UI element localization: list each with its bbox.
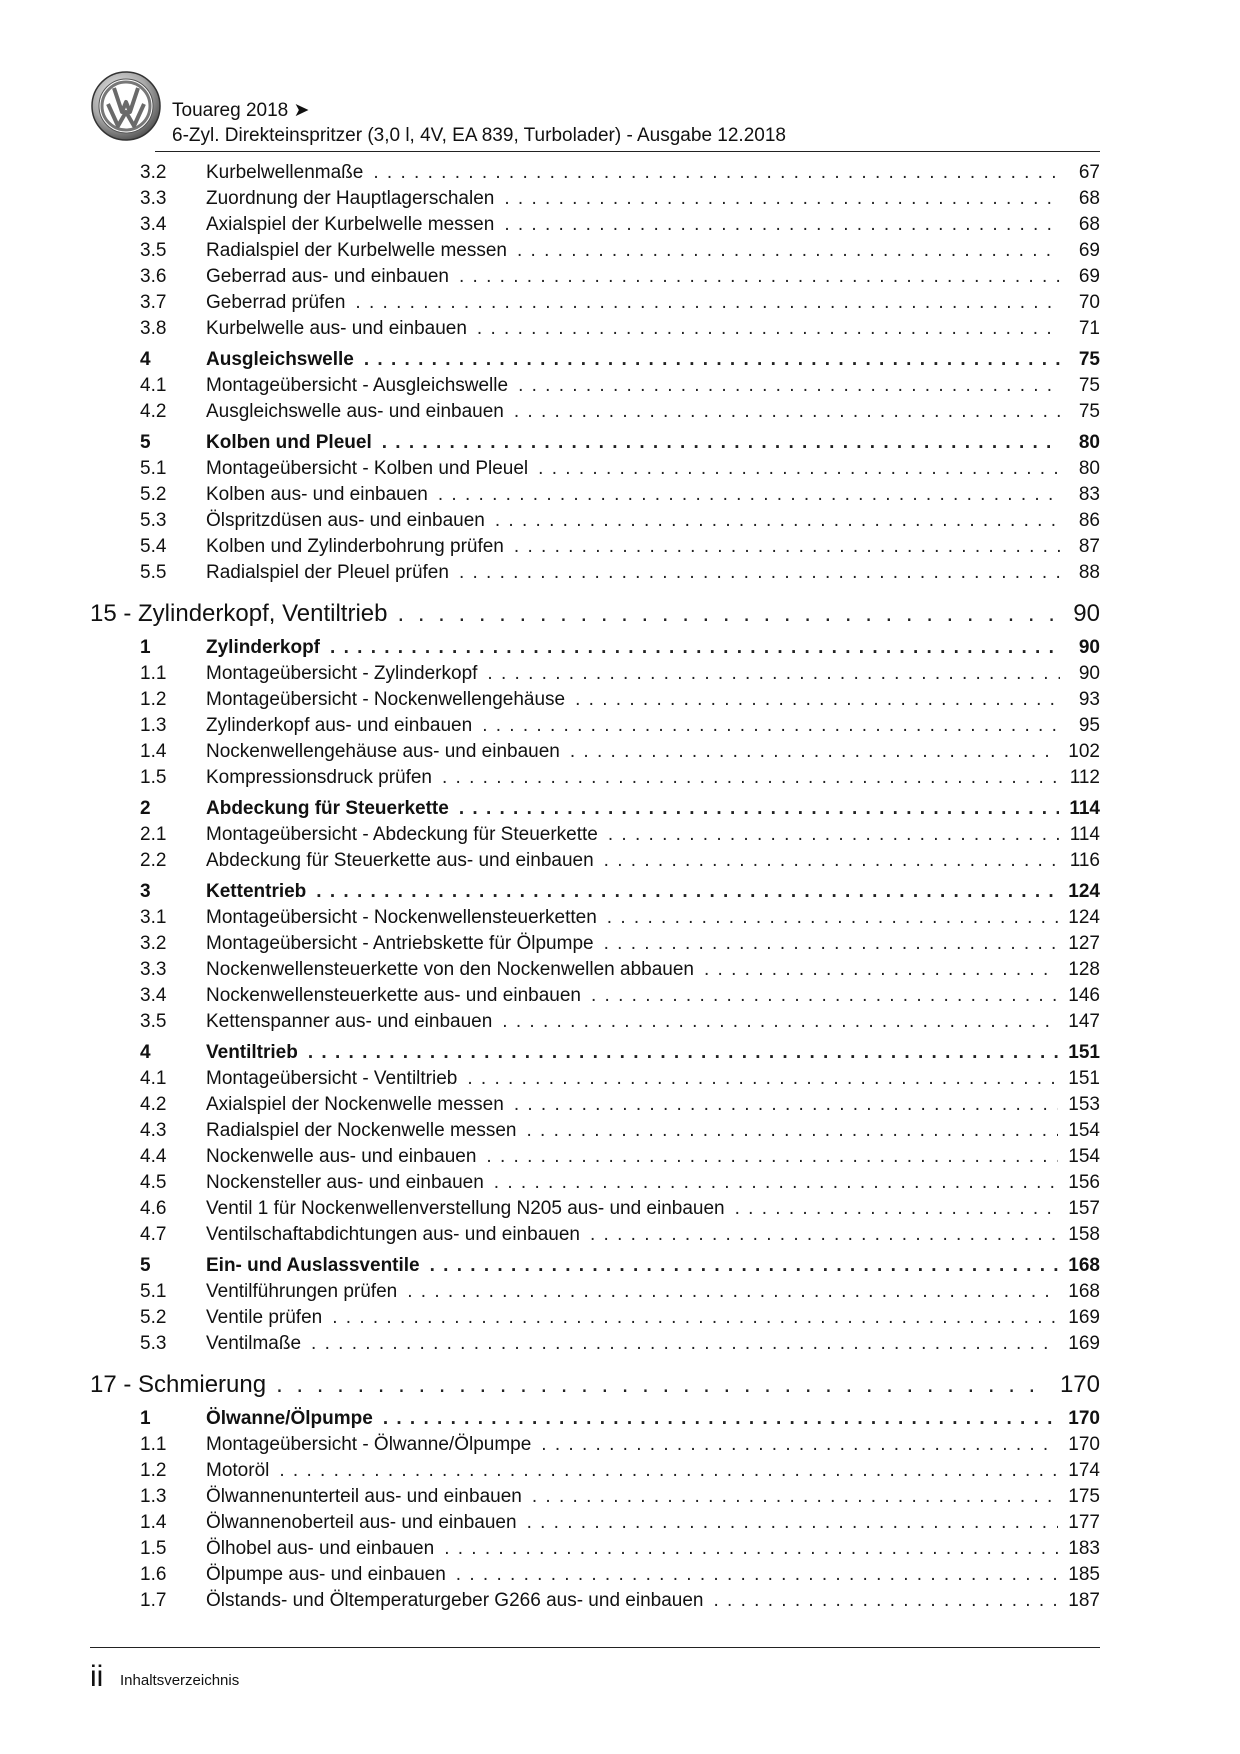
toc-leader — [541, 1432, 1058, 1458]
toc-page-number: 154 — [1068, 1146, 1100, 1167]
toc-title: Ölpumpe aus- und einbauen — [206, 1564, 446, 1585]
toc-leader — [502, 1009, 1058, 1035]
toc-number: 1.1 — [140, 663, 167, 684]
toc-section[interactable] — [90, 430, 1100, 456]
toc-number: 3.7 — [140, 292, 167, 313]
toc-leader — [735, 1196, 1059, 1222]
toc-page-number: 75 — [1078, 349, 1100, 370]
toc-leader — [514, 1092, 1058, 1118]
toc-entry[interactable] — [90, 957, 1100, 983]
toc-leader — [467, 1066, 1058, 1092]
toc-page-number: 75 — [1078, 401, 1100, 422]
toc-leader — [364, 347, 1060, 373]
toc-page-number: 70 — [1078, 292, 1100, 313]
toc-entry[interactable] — [90, 482, 1100, 508]
toc-leader — [527, 1510, 1059, 1536]
toc-entry[interactable] — [90, 661, 1100, 687]
toc-page-number: 177 — [1068, 1512, 1100, 1533]
toc-leader — [382, 430, 1060, 456]
toc-number: 5.3 — [140, 510, 167, 531]
toc-entry[interactable] — [90, 508, 1100, 534]
toc-title: Axialspiel der Kurbelwelle messen — [206, 214, 495, 235]
toc-page-number: 127 — [1068, 933, 1100, 954]
toc-title: Geberrad aus- und einbauen — [206, 266, 449, 287]
toc-page-number: 154 — [1068, 1120, 1100, 1141]
toc-page-number: 112 — [1069, 767, 1100, 788]
toc-leader — [482, 713, 1060, 739]
toc-page-number: 187 — [1068, 1590, 1100, 1611]
toc-section[interactable] — [90, 1040, 1100, 1066]
footer-divider — [90, 1647, 1100, 1648]
toc-leader — [604, 931, 1059, 957]
toc-number: 5.3 — [140, 1333, 167, 1354]
toc-title: Zuordnung der Hauptlagerschalen — [206, 188, 495, 209]
toc-entry[interactable] — [90, 905, 1100, 931]
toc-leader — [438, 482, 1060, 508]
toc-leader — [459, 560, 1060, 586]
toc-entry[interactable] — [90, 534, 1100, 560]
toc-title: Kolben und Zylinderbohrung prüfen — [206, 536, 504, 557]
toc-page-number: 114 — [1069, 798, 1100, 819]
toc-page-number: 170 — [1068, 1408, 1100, 1429]
toc-number: 4.1 — [140, 1068, 167, 1089]
toc-leader — [591, 983, 1058, 1009]
toc-title: Montageübersicht - Zylinderkopf — [206, 663, 478, 684]
toc-page-number: 183 — [1068, 1538, 1100, 1559]
toc-leader — [276, 1369, 1050, 1401]
toc-leader — [487, 661, 1060, 687]
toc-number: 2.1 — [140, 824, 167, 845]
toc-number: 5 — [140, 1255, 151, 1276]
toc-page-number: 90 — [1073, 600, 1100, 627]
toc-page-number: 169 — [1068, 1333, 1100, 1354]
toc-leader — [316, 879, 1058, 905]
toc-page-number: 86 — [1078, 510, 1100, 531]
toc-leader — [456, 1562, 1059, 1588]
toc-title: 17 - Schmierung — [90, 1371, 267, 1398]
toc-entry[interactable] — [90, 1588, 1100, 1614]
toc-entry[interactable] — [90, 1562, 1100, 1588]
toc-entry[interactable] — [90, 1484, 1100, 1510]
toc-leader — [494, 1170, 1059, 1196]
toc-entry[interactable] — [90, 931, 1100, 957]
toc-number: 1 — [140, 637, 151, 658]
toc-title: Montageübersicht - Ölwanne/Ölpumpe — [206, 1434, 532, 1455]
toc-title: Montageübersicht - Ventiltrieb — [206, 1068, 458, 1089]
toc-entry[interactable] — [90, 713, 1100, 739]
page-header — [90, 70, 1100, 150]
toc-entry[interactable] — [90, 822, 1100, 848]
toc-page-number: 153 — [1068, 1094, 1100, 1115]
toc-number: 4.4 — [140, 1146, 167, 1167]
toc-leader — [514, 399, 1060, 425]
toc-title: Ventil 1 für Nockenwellenverstellung N205 aus- und einbauen — [206, 1198, 725, 1219]
toc-number: 1.2 — [140, 689, 167, 710]
toc-title: Nockenwelle aus- und einbauen — [206, 1146, 477, 1167]
toc-page-number: 146 — [1068, 985, 1100, 1006]
toc-section[interactable] — [90, 796, 1100, 822]
toc-number: 1.5 — [140, 1538, 167, 1559]
toc-section[interactable] — [90, 347, 1100, 373]
toc-leader — [504, 186, 1060, 212]
toc-number: 3.3 — [140, 959, 167, 980]
toc-leader — [517, 238, 1060, 264]
toc-leader — [407, 1279, 1058, 1305]
toc-leader — [590, 1222, 1058, 1248]
toc-page-number: 170 — [1068, 1434, 1100, 1455]
toc-title: Ölhobel aus- und einbauen — [206, 1538, 435, 1559]
toc-chapter[interactable] — [90, 1369, 1100, 1401]
toc-leader — [607, 905, 1059, 931]
toc-title: Nockensteller aus- und einbauen — [206, 1172, 484, 1193]
toc-title: Axialspiel der Nockenwelle messen — [206, 1094, 504, 1115]
toc-title: Kolben und Pleuel — [206, 432, 372, 453]
toc-title: Ölspritzdüsen aus- und einbauen — [206, 510, 485, 531]
toc-page-number: 75 — [1078, 375, 1100, 396]
toc-leader — [704, 957, 1058, 983]
toc-title: Nockenwellensteuerkette von den Nockenwellen abbauen — [206, 959, 694, 980]
toc-number: 3.3 — [140, 188, 167, 209]
toc-number: 2 — [140, 798, 151, 819]
toc-number: 3.8 — [140, 318, 167, 339]
toc-entry[interactable] — [90, 456, 1100, 482]
toc-title: Kettentrieb — [206, 881, 307, 902]
toc-leader — [459, 796, 1060, 822]
toc-entry[interactable] — [90, 1458, 1100, 1484]
toc-entry[interactable] — [90, 1536, 1100, 1562]
toc-number: 5.5 — [140, 562, 167, 583]
toc-page-number: 170 — [1059, 1371, 1100, 1398]
toc-page-number: 151 — [1068, 1068, 1100, 1089]
toc-number: 1.4 — [140, 1512, 167, 1533]
toc-number: 1 — [140, 1408, 151, 1429]
toc-title: Zylinderkopf — [206, 637, 321, 658]
toc-page-number: 90 — [1078, 637, 1100, 658]
toc-title: Radialspiel der Nockenwelle messen — [206, 1120, 517, 1141]
toc-leader — [608, 822, 1060, 848]
toc-page-number: 68 — [1078, 214, 1100, 235]
toc-title: Kompressionsdruck prüfen — [206, 767, 432, 788]
toc-title: Ölstands- und Öltemperaturgeber G266 aus- und einbauen — [206, 1590, 704, 1611]
toc-title: Ölwanne/Ölpumpe — [206, 1408, 373, 1429]
toc-leader — [383, 1406, 1058, 1432]
toc-entry[interactable] — [90, 1305, 1100, 1331]
toc-page-number: 124 — [1068, 881, 1100, 902]
toc-page-number: 83 — [1078, 484, 1100, 505]
toc-leader — [495, 508, 1060, 534]
toc-page-number: 124 — [1068, 907, 1100, 928]
toc-page-number: 147 — [1068, 1011, 1100, 1032]
toc-leader — [604, 848, 1060, 874]
toc-leader — [518, 373, 1060, 399]
toc-entry[interactable] — [90, 1279, 1100, 1305]
toc-entry[interactable] — [90, 1092, 1100, 1118]
toc-number: 4.2 — [140, 401, 167, 422]
toc-entry[interactable] — [90, 739, 1100, 765]
toc-leader — [477, 316, 1060, 342]
toc-number: 3 — [140, 881, 151, 902]
toc-title: Ventiltrieb — [206, 1042, 298, 1063]
toc-leader — [311, 1331, 1058, 1357]
toc-title: Ölwannenoberteil aus- und einbauen — [206, 1512, 517, 1533]
toc-entry[interactable] — [90, 264, 1100, 290]
toc-number: 4 — [140, 1042, 151, 1063]
toc-leader — [527, 1118, 1059, 1144]
toc-page-number: 156 — [1068, 1172, 1100, 1193]
toc-number: 4.3 — [140, 1120, 167, 1141]
toc-page-number: 69 — [1078, 266, 1100, 287]
toc-title: Montageübersicht - Antriebskette für Ölpumpe — [206, 933, 594, 954]
toc-entry[interactable] — [90, 290, 1100, 316]
toc-leader — [444, 1536, 1058, 1562]
toc-title: Montageübersicht - Ausgleichswelle — [206, 375, 509, 396]
toc-leader — [570, 739, 1058, 765]
toc-leader — [538, 456, 1060, 482]
toc-page-number: 87 — [1078, 536, 1100, 557]
toc-title: Ausgleichswelle — [206, 349, 354, 370]
toc-entry[interactable] — [90, 238, 1100, 264]
toc-page-number: 158 — [1068, 1224, 1100, 1245]
toc-number: 3.2 — [140, 933, 167, 954]
toc-number: 1.7 — [140, 1590, 167, 1611]
toc-section[interactable] — [90, 635, 1100, 661]
toc-page-number: 157 — [1068, 1198, 1100, 1219]
toc-entry[interactable] — [90, 1170, 1100, 1196]
toc-number: 5.2 — [140, 1307, 167, 1328]
toc-title: Geberrad prüfen — [206, 292, 346, 313]
toc-title: Motoröl — [206, 1460, 270, 1481]
toc-title: Ventilmaße — [206, 1333, 302, 1354]
toc-leader — [514, 534, 1060, 560]
vw-logo-icon — [90, 70, 162, 142]
toc-title: 15 - Zylinderkopf, Ventiltrieb — [90, 600, 388, 627]
toc-entry[interactable] — [90, 1144, 1100, 1170]
toc-number: 1.3 — [140, 715, 167, 736]
toc-entry[interactable] — [90, 160, 1100, 186]
toc-entry[interactable] — [90, 316, 1100, 342]
toc-number: 4.5 — [140, 1172, 167, 1193]
toc-title: Ölwannenunterteil aus- und einbauen — [206, 1486, 522, 1507]
toc-leader — [373, 160, 1060, 186]
footer-section-name: Inhaltsverzeichnis — [120, 1672, 240, 1689]
toc-number: 5 — [140, 432, 151, 453]
toc-number: 1.4 — [140, 741, 167, 762]
toc-title: Ein- und Auslassventile — [206, 1255, 420, 1276]
toc-entry[interactable] — [90, 373, 1100, 399]
toc-title: Kolben aus- und einbauen — [206, 484, 428, 505]
toc-number: 3.6 — [140, 266, 167, 287]
toc-title: Abdeckung für Steuerkette aus- und einbauen — [206, 850, 594, 871]
toc-leader — [459, 264, 1060, 290]
footer-page-number: ii — [90, 1660, 104, 1693]
toc-page-number: 116 — [1069, 850, 1100, 871]
toc-entry[interactable] — [90, 212, 1100, 238]
toc-number: 1.5 — [140, 767, 167, 788]
toc-number: 4.7 — [140, 1224, 167, 1245]
toc-number: 1.3 — [140, 1486, 167, 1507]
toc-title: Kettenspanner aus- und einbauen — [206, 1011, 493, 1032]
header-divider — [155, 151, 1100, 152]
toc-number: 4 — [140, 349, 151, 370]
toc-title: Kurbelwellenmaße — [206, 162, 364, 183]
toc-entry[interactable] — [90, 687, 1100, 713]
toc-page-number: 88 — [1078, 562, 1100, 583]
toc-page-number: 151 — [1068, 1042, 1100, 1063]
toc-title: Ventilführungen prüfen — [206, 1281, 398, 1302]
toc-page-number: 80 — [1078, 458, 1100, 479]
toc-leader — [355, 290, 1060, 316]
toc-title: Ventile prüfen — [206, 1307, 323, 1328]
toc-title: Kurbelwelle aus- und einbauen — [206, 318, 467, 339]
toc-title: Montageübersicht - Abdeckung für Steuerkette — [206, 824, 598, 845]
toc-page-number: 69 — [1078, 240, 1100, 261]
toc-number: 4.1 — [140, 375, 167, 396]
toc-title: Radialspiel der Kurbelwelle messen — [206, 240, 507, 261]
toc-title: Ausgleichswelle aus- und einbauen — [206, 401, 504, 422]
toc-entry[interactable] — [90, 186, 1100, 212]
toc-section[interactable] — [90, 1406, 1100, 1432]
toc-number: 3.5 — [140, 1011, 167, 1032]
header-engine: 6-Zyl. Direkteinspritzer (3,0 l, 4V, EA 839, Turbolader) - Ausgabe 12.2018 — [172, 125, 786, 146]
toc-entry[interactable] — [90, 983, 1100, 1009]
toc-title: Montageübersicht - Nockenwellengehäuse — [206, 689, 566, 710]
toc-page-number: 169 — [1068, 1307, 1100, 1328]
toc-entry[interactable] — [90, 1222, 1100, 1248]
toc-page-number: 185 — [1068, 1564, 1100, 1585]
toc-number: 5.4 — [140, 536, 167, 557]
header-model: Touareg 2018 ➤ — [172, 100, 310, 121]
toc-leader — [713, 1588, 1058, 1614]
toc-number: 5.1 — [140, 1281, 167, 1302]
toc-page-number: 80 — [1078, 432, 1100, 453]
toc-page-number: 71 — [1078, 318, 1100, 339]
toc-number: 2.2 — [140, 850, 167, 871]
toc-entry[interactable] — [90, 1331, 1100, 1357]
toc-entry[interactable] — [90, 1118, 1100, 1144]
toc-page-number: 175 — [1068, 1486, 1100, 1507]
toc-number: 4.2 — [140, 1094, 167, 1115]
toc-number: 4.6 — [140, 1198, 167, 1219]
toc-title: Radialspiel der Pleuel prüfen — [206, 562, 449, 583]
toc-number: 3.4 — [140, 985, 167, 1006]
toc-number: 3.2 — [140, 162, 167, 183]
toc-page-number: 168 — [1068, 1281, 1100, 1302]
toc-leader — [532, 1484, 1058, 1510]
toc-number: 1.1 — [140, 1434, 167, 1455]
toc-number: 5.2 — [140, 484, 167, 505]
toc-leader — [430, 1253, 1059, 1279]
toc-page-number: 174 — [1068, 1460, 1100, 1481]
toc-page-number: 93 — [1078, 689, 1100, 710]
toc-entry[interactable] — [90, 399, 1100, 425]
toc-leader — [397, 598, 1060, 630]
toc-entry[interactable] — [90, 560, 1100, 586]
toc-number: 3.1 — [140, 907, 167, 928]
toc-title: Zylinderkopf aus- und einbauen — [206, 715, 473, 736]
toc-entry[interactable] — [90, 1196, 1100, 1222]
toc-entry[interactable] — [90, 765, 1100, 791]
toc-title: Nockenwellengehäuse aus- und einbauen — [206, 741, 560, 762]
toc-page-number: 67 — [1078, 162, 1100, 183]
toc-title: Ventilschaftabdichtungen aus- und einbauen — [206, 1224, 580, 1245]
toc-page-number: 102 — [1068, 741, 1100, 762]
toc-title: Nockenwellensteuerkette aus- und einbauen — [206, 985, 581, 1006]
toc-entry[interactable] — [90, 1009, 1100, 1035]
table-of-contents — [90, 160, 1100, 1614]
toc-entry[interactable] — [90, 1066, 1100, 1092]
toc-leader — [308, 1040, 1058, 1066]
toc-number: 1.2 — [140, 1460, 167, 1481]
toc-leader — [575, 687, 1060, 713]
toc-leader — [486, 1144, 1058, 1170]
toc-page-number: 90 — [1078, 663, 1100, 684]
toc-number: 1.6 — [140, 1564, 167, 1585]
toc-page-number: 68 — [1078, 188, 1100, 209]
toc-title: Montageübersicht - Nockenwellensteuerketten — [206, 907, 597, 928]
toc-number: 5.1 — [140, 458, 167, 479]
toc-entry[interactable] — [90, 848, 1100, 874]
toc-leader — [279, 1458, 1058, 1484]
toc-leader — [330, 635, 1060, 661]
toc-chapter[interactable] — [90, 598, 1100, 630]
toc-leader — [332, 1305, 1058, 1331]
toc-leader — [442, 765, 1060, 791]
toc-entry[interactable] — [90, 1432, 1100, 1458]
toc-number: 3.4 — [140, 214, 167, 235]
toc-leader — [504, 212, 1060, 238]
toc-title: Montageübersicht - Kolben und Pleuel — [206, 458, 529, 479]
toc-entry[interactable] — [90, 1510, 1100, 1536]
toc-title: Abdeckung für Steuerkette — [206, 798, 449, 819]
toc-page-number: 128 — [1068, 959, 1100, 980]
toc-section[interactable] — [90, 1253, 1100, 1279]
toc-page-number: 168 — [1068, 1255, 1100, 1276]
toc-page-number: 114 — [1069, 824, 1100, 845]
toc-section[interactable] — [90, 879, 1100, 905]
toc-page-number: 95 — [1078, 715, 1100, 736]
toc-number: 3.5 — [140, 240, 167, 261]
